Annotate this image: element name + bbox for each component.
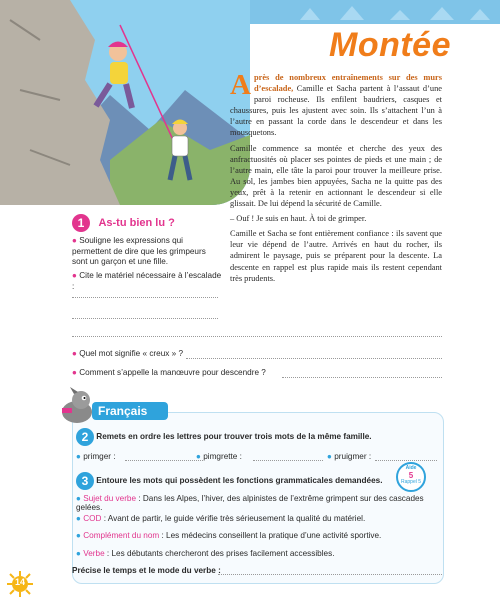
story-paragraph-1-rest: Camille et Sacha partent à l’assaut d’une paroi rocheuse. Ils enfilent baudriers, casques et chaussures, puis les ajustent avec soin. Ils s’attachent l’un à l’autre en passant la corde dans le descendeur et dans les mousquetons. [230, 84, 442, 138]
francais-header: Français [92, 402, 168, 420]
story-paragraph [230, 69, 442, 139]
question-3 [72, 349, 183, 358]
bullet-icon: ● [76, 452, 84, 461]
bullet-icon: ● [327, 452, 335, 461]
question-1 [72, 236, 222, 268]
answer-line[interactable] [375, 460, 437, 461]
exercise-3-number: 3 [76, 472, 94, 490]
exercise-3-heading [76, 472, 382, 490]
grammar-item [76, 531, 438, 540]
answer-line[interactable] [72, 318, 218, 319]
grammar-sentence[interactable]: : Avant de partir, le guide vérifie très sérieusement la qualité du matériel. [101, 514, 366, 523]
grammar-item [76, 549, 438, 558]
grammar-category: Complément du nom [83, 531, 160, 540]
question-1-text: Souligne les expressions qui permettent de dire que les grimpeurs sont un garçon et une fille. [72, 236, 206, 267]
answer-line[interactable] [186, 358, 442, 359]
answer-line[interactable] [282, 377, 442, 378]
page-number-badge [6, 570, 34, 598]
exercise-2-number: 2 [76, 428, 94, 446]
aide-subtitle: Rappel 5 [400, 479, 421, 486]
section-1-number: 1 [72, 214, 90, 232]
word-1-label: primger : [83, 452, 116, 461]
story-paragraph: Camille commence sa montée et cherche des yeux des anfractuosités où placer ses pointes de pieds et une main ; de l’autre main, elle tâte la paroi pour trouver la meilleure prise. Au sol, les jambes bien appuyées, Sacha ne la quitte pas des yeux, prêt à la retenir en actionnant le descendeur si elle glissait. De lui dépend la sécurité de Camille. [230, 143, 442, 209]
final-question-text: Précise le temps et le mode du verbe : [72, 566, 221, 575]
page-number: 14 [14, 577, 25, 587]
word-2 [196, 452, 242, 461]
word-3 [327, 452, 371, 461]
answer-line[interactable] [125, 460, 203, 461]
aide-label: Aide [405, 465, 417, 471]
grammar-item [76, 494, 438, 512]
section-1-title: As-tu bien lu ? [98, 217, 175, 229]
story-lead: près de nombreux entraînements sur des murs d’escalade, [253, 73, 442, 94]
exercise-2-instruction: Remets en ordre les lettres pour trouver trois mots de la même famille. [96, 432, 372, 442]
exercise-2-heading [76, 428, 372, 446]
answer-line[interactable] [72, 297, 218, 298]
story-text [230, 69, 442, 288]
grammar-item [76, 514, 438, 523]
story-paragraph: Camille et Sacha se font entièrement confiance : ils savent que leur vie dépend de l’autre. Arrivés en haut du rocher, ils admirent le paysage, puis se préparent pour la descente. La descente en rappel est plus rapide mais ils restent cependant très prudents. [230, 229, 442, 283]
question-4-text: Comment s’appelle la manœuvre pour descendre ? [79, 368, 266, 377]
answer-line[interactable] [253, 460, 323, 461]
section-1-heading [72, 214, 175, 232]
aide-number: 5 [408, 470, 414, 480]
story-paragraph: – Ouf ! Je suis en haut. À toi de grimper. [230, 214, 367, 224]
final-question [72, 566, 221, 575]
grammar-sentence[interactable]: : Les médecins conseillent la pratique d’une activité sportive. [159, 531, 382, 540]
bullet-icon: ● [76, 549, 84, 558]
word-1 [76, 452, 116, 461]
bullet-icon: ● [76, 514, 84, 523]
bullet-icon: ● [72, 349, 80, 358]
grammar-sentence[interactable]: : Dans les Alpes, l’hiver, des alpinistes de l’extrême grimpent sur des cascades gelées. [76, 494, 424, 512]
aide-badge[interactable] [396, 462, 426, 492]
grammar-sentence[interactable]: : Les débutants chercheront des prises facilement accessibles. [104, 549, 335, 558]
question-3-text: Quel mot signifie « creux » ? [79, 349, 183, 358]
answer-line[interactable] [218, 574, 442, 575]
question-4 [72, 368, 266, 377]
answer-line[interactable] [72, 336, 442, 337]
grammar-category: Sujet du verbe [83, 494, 137, 503]
exercise-3-instruction: Entoure les mots qui possèdent les fonctions grammaticales demandées. [96, 476, 383, 486]
question-2 [72, 271, 222, 292]
word-2-label: pimgrette : [203, 452, 242, 461]
page-title: Montée [329, 26, 451, 64]
bullet-icon: ● [196, 452, 204, 461]
bullet-icon: ● [72, 368, 80, 377]
question-2-text: Cite le matériel nécessaire à l’escalade : [72, 271, 222, 291]
word-3-label: pruigmer : [334, 452, 372, 461]
bullet-icon: ● [76, 531, 84, 540]
climbing-illustration [0, 0, 250, 205]
bullet-icon: ● [72, 271, 80, 280]
drop-cap: A [230, 69, 251, 101]
bullet-icon: ● [72, 236, 80, 245]
bullet-icon: ● [76, 494, 84, 503]
grammar-category: Verbe [83, 549, 105, 558]
grammar-category: COD [83, 514, 102, 523]
